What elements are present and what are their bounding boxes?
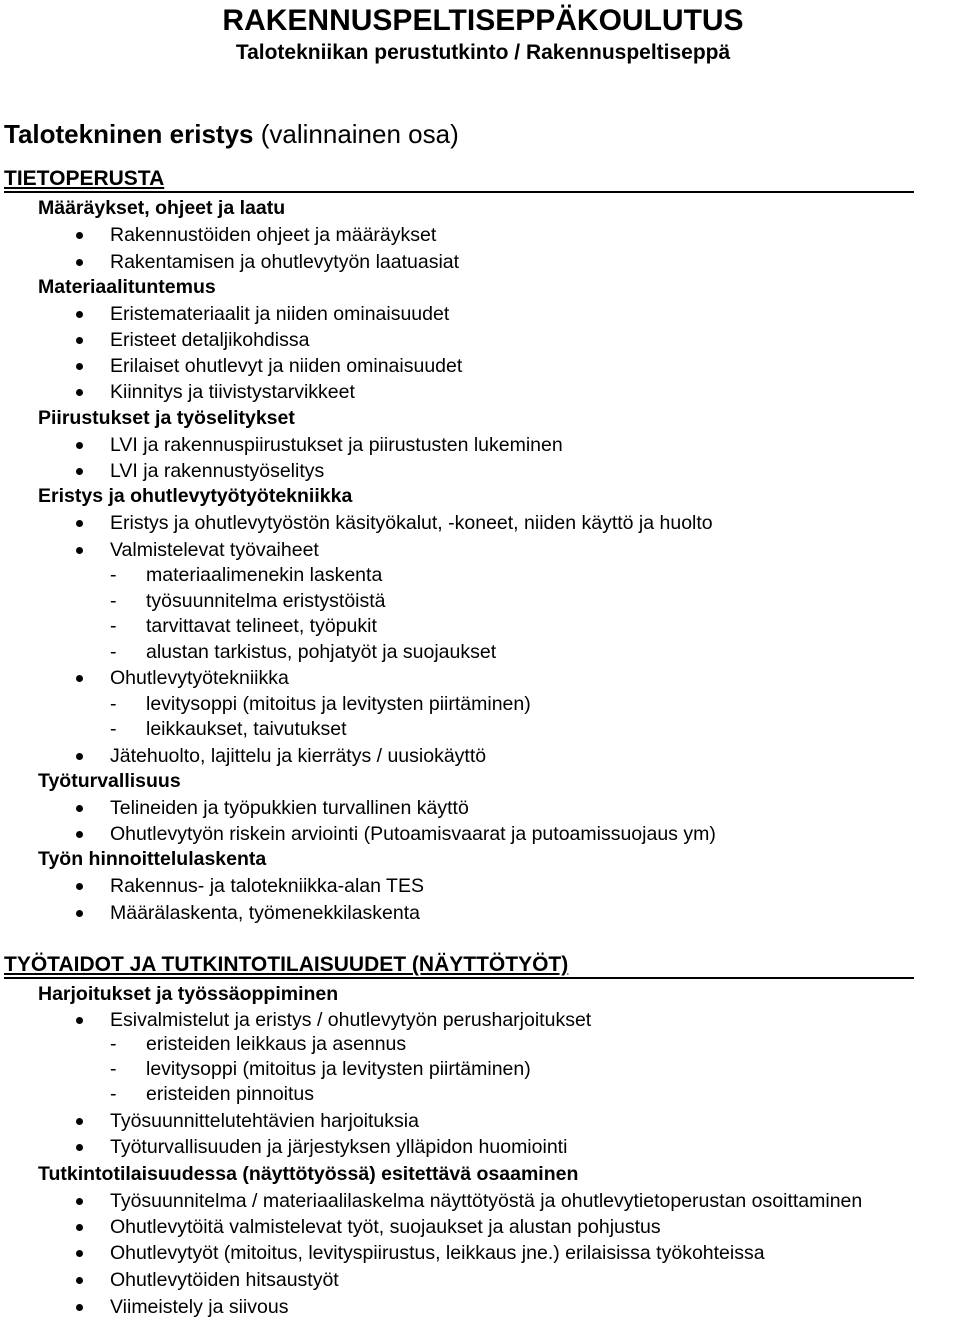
bullet-icon [76,311,83,318]
bullet-text: Valmistelevat työvaiheet [110,539,319,561]
bullet-item [110,538,319,562]
bullet-text: Työsuunnittelutehtävien harjoituksia [110,1110,419,1132]
dash-item [110,1082,314,1106]
subheading [38,275,216,299]
subheading [38,847,266,871]
bullet-text: Rakennus- ja talotekniikka-alan TES [110,875,424,897]
subheading-text: Piirustukset ja työselitykset [38,407,295,429]
bullet-icon [76,520,83,527]
bullet-icon [76,232,83,239]
bullet-icon [76,389,83,396]
bullet-text: Eristeet detaljikohdissa [110,329,310,351]
section-heading [4,953,914,979]
dash-icon: - [110,693,117,715]
bullet-item [110,433,563,457]
bullet-icon [76,442,83,449]
subheading-text: Työn hinnoittelulaskenta [38,848,267,870]
bullet-icon [76,337,83,344]
bullet-item [110,1109,419,1133]
bullet-icon [76,883,83,890]
subheading-text: Määräykset, ohjeet ja laatu [38,197,286,219]
dash-icon: - [110,1058,117,1080]
subheading [38,769,181,793]
section-title: TIETOPERUSTA [4,167,165,190]
bullet-item [110,511,713,535]
bullet-item [110,459,324,483]
page-subtitle: Talotekniikan perustutkinto / Rakennuspeltiseppä [235,41,731,64]
bullet-icon [76,547,83,554]
bullet-item [110,250,459,274]
bullet-item [110,328,309,352]
subheading [38,196,285,220]
subheading-text: Eristys ja ohutlevytyötyötekniikka [38,485,353,507]
bullet-item [110,874,424,898]
bullet-text: LVI ja rakennustyöselitys [110,460,325,482]
dash-icon: - [110,641,117,663]
dash-text: eristeiden leikkaus ja asennus [146,1033,407,1055]
module-name: Talotekninen eristys [4,119,254,149]
subheading [38,982,338,1006]
subheading-text: Harjoitukset ja työssäoppiminen [38,983,339,1005]
dash-item [110,589,386,613]
bullet-icon [76,1118,83,1125]
bullet-item [110,1241,765,1265]
bullet-icon [76,1304,83,1311]
bullet-item [110,354,462,378]
bullet-item [110,1189,862,1213]
dash-item [110,614,377,638]
bullet-icon [76,1277,83,1284]
bullet-item [110,744,486,768]
subheading-text: Materiaalituntemus [38,276,216,298]
bullet-item [110,380,355,404]
bullet-item [110,666,289,690]
dash-icon: - [110,590,117,612]
bullet-item [110,223,436,247]
module-suffix: (valinnainen osa) [253,119,459,149]
bullet-text: Viimeistely ja siivous [110,1296,289,1318]
bullet-item [110,1215,661,1239]
subheading-text: Työturvallisuus [38,770,181,792]
bullet-item [110,1268,339,1292]
bullet-text: Ohutlevytyötekniikka [110,667,289,689]
bullet-icon [76,805,83,812]
dash-item [110,1032,406,1056]
bullet-item [110,822,716,846]
dash-text: työsuunnitelma eristystöistä [146,590,386,612]
bullet-item [110,901,420,925]
bullet-text: Kiinnitys ja tiivistystarvikkeet [110,381,355,403]
dash-text: alustan tarkistus, pohjatyöt ja suojaukset [146,641,497,663]
dash-text: levitysoppi (mitoitus ja levitysten piirtäminen) [146,693,531,715]
bullet-text: Työturvallisuuden ja järjestyksen ylläpidon huomiointi [110,1136,568,1158]
bullet-icon [76,831,83,838]
bullet-text: Telineiden ja työpukkien turvallinen käyttö [110,797,469,819]
bullet-icon [76,1198,83,1205]
section-heading [4,167,914,193]
dash-item [110,692,531,716]
dash-item [110,563,382,587]
bullet-item [110,1008,591,1032]
dash-text: eristeiden pinnoitus [146,1083,315,1105]
bullet-text: Esivalmistelut ja eristys / ohutlevytyön perusharjoitukset [110,1009,592,1031]
bullet-text: Ohutlevytyöt (mitoitus, levityspiirustus, leikkaus jne.) erilaisissa työkohteissa [110,1242,765,1264]
subheading-text: Tutkintotilaisuudessa (näyttötyössä) esitettävä osaaminen [38,1163,579,1185]
bullet-text: Ohutlevytyön riskein arviointi (Putoamisvaarat ja putoamissuojaus ym) [110,823,716,845]
bullet-text: Työsuunnitelma / materiaalilaskelma näyttötyöstä ja ohutlevytietoperustan osoittaminen [110,1190,863,1212]
bullet-icon [76,675,83,682]
bullet-item [110,1295,288,1319]
bullet-text: Määrälaskenta, työmenekkilaskenta [110,902,420,924]
bullet-text: Eristys ja ohutlevytyöstön käsityökalut, -koneet, niiden käyttö ja huolto [110,512,713,534]
subheading [38,406,295,430]
bullet-text: Ohutlevytöitä valmistelevat työt, suojaukset ja alustan pohjustus [110,1216,661,1238]
bullet-icon [76,1144,83,1151]
dash-icon: - [110,564,117,586]
bullet-icon [76,468,83,475]
bullet-item [110,302,449,326]
dash-item [110,717,347,741]
bullet-icon [76,259,83,266]
bullet-text: LVI ja rakennuspiirustukset ja piirustusten lukeminen [110,434,563,456]
dash-text: leikkaukset, taivutukset [146,718,347,740]
bullet-icon [76,910,83,917]
bullet-text: Rakennustöiden ohjeet ja määräykset [110,224,437,246]
page-title: RAKENNUSPELTISEPPÄKOULUTUS [222,4,744,37]
dash-text: materiaalimenekin laskenta [146,564,383,586]
dash-text: levitysoppi (mitoitus ja levitysten piirtäminen) [146,1058,531,1080]
bullet-icon [76,1017,83,1024]
module-heading [4,118,459,150]
dash-text: tarvittavat telineet, työpukit [146,615,377,637]
bullet-icon [76,753,83,760]
bullet-text: Erilaiset ohutlevyt ja niiden ominaisuudet [110,355,463,377]
dash-item [110,640,496,664]
bullet-text: Rakentamisen ja ohutlevytyön laatuasiat [110,251,460,273]
bullet-icon [76,1224,83,1231]
bullet-item [110,1135,567,1159]
subheading [38,1162,578,1186]
dash-icon: - [110,718,117,740]
bullet-text: Ohutlevytöiden hitsaustyöt [110,1269,339,1291]
section-title: TYÖTAIDOT JA TUTKINTOTILAISUUDET (NÄYTTÖTYÖT) [4,953,569,976]
dash-item [110,1057,531,1081]
bullet-item [110,796,469,820]
bullet-text: Eristemateriaalit ja niiden ominaisuudet [110,303,450,325]
bullet-icon [76,363,83,370]
subheading [38,484,352,508]
dash-icon: - [110,615,117,637]
dash-icon: - [110,1083,117,1105]
bullet-icon [76,1250,83,1257]
bullet-text: Jätehuolto, lajittelu ja kierrätys / uusiokäyttö [110,745,487,767]
dash-icon: - [110,1033,117,1055]
